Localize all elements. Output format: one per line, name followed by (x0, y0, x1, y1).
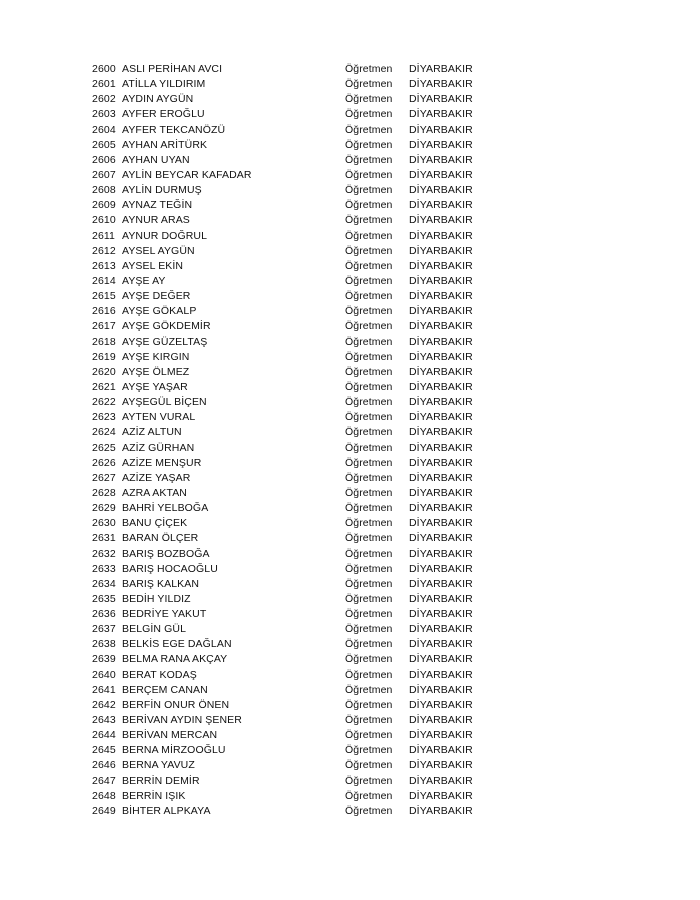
person-name: AYNUR ARAS (122, 214, 190, 227)
person-role: Öğretmen (345, 532, 393, 545)
person-name: AYFER TEKCANÖZÜ (122, 123, 226, 136)
row-number: 2640 (92, 668, 116, 681)
list-item (92, 547, 512, 562)
person-role: Öğretmen (345, 547, 393, 560)
person-name: AYTEN VURAL (122, 411, 196, 424)
person-city: DİYARBAKIR (409, 456, 473, 469)
person-role: Öğretmen (345, 789, 393, 802)
list-item (92, 486, 512, 501)
list-item (92, 213, 512, 228)
person-city: DİYARBAKIR (409, 486, 473, 499)
person-city: DİYARBAKIR (409, 350, 473, 363)
person-role: Öğretmen (345, 305, 393, 318)
row-number: 2648 (92, 789, 116, 802)
row-number: 2613 (92, 259, 116, 272)
person-city: DİYARBAKIR (409, 698, 473, 711)
person-city: DİYARBAKIR (409, 774, 473, 787)
person-role: Öğretmen (345, 365, 393, 378)
person-name: AYŞE ÖLMEZ (122, 365, 190, 378)
person-role: Öğretmen (345, 214, 393, 227)
person-role: Öğretmen (345, 623, 393, 636)
person-role: Öğretmen (345, 320, 393, 333)
list-item (92, 441, 512, 456)
list-item (92, 774, 512, 789)
row-number: 2608 (92, 184, 116, 197)
person-name: AYŞE GÜZELTAŞ (122, 335, 208, 348)
person-role: Öğretmen (345, 123, 393, 136)
row-number: 2630 (92, 517, 116, 530)
person-name: BARIŞ BOZBOĞA (122, 547, 210, 560)
person-name: BERFİN ONUR ÖNEN (122, 698, 230, 711)
list-item (92, 562, 512, 577)
row-number: 2612 (92, 244, 116, 257)
row-number: 2631 (92, 532, 116, 545)
person-name: AZRA AKTAN (122, 486, 187, 499)
person-name: BERRİN IŞIK (122, 789, 186, 802)
person-role: Öğretmen (345, 380, 393, 393)
person-city: DİYARBAKIR (409, 789, 473, 802)
row-number: 2616 (92, 305, 116, 318)
row-number: 2626 (92, 456, 116, 469)
person-city: DİYARBAKIR (409, 108, 473, 121)
person-city: DİYARBAKIR (409, 229, 473, 242)
person-city: DİYARBAKIR (409, 592, 473, 605)
list-item (92, 350, 512, 365)
person-city: DİYARBAKIR (409, 199, 473, 212)
person-city: DİYARBAKIR (409, 138, 473, 151)
person-role: Öğretmen (345, 290, 393, 303)
person-role: Öğretmen (345, 78, 393, 91)
person-name: BEDRİYE YAKUT (122, 608, 207, 621)
person-role: Öğretmen (345, 456, 393, 469)
row-number: 2618 (92, 335, 116, 348)
person-name: AYŞE GÖKDEMİR (122, 320, 211, 333)
person-name: BERNA YAVUZ (122, 759, 195, 772)
person-role: Öğretmen (345, 138, 393, 151)
person-city: DİYARBAKIR (409, 63, 473, 75)
person-name: AYNUR DOĞRUL (122, 229, 208, 242)
person-name: BAHRİ YELBOĞA (122, 502, 209, 515)
person-name: BARAN ÖLÇER (122, 532, 199, 545)
person-role: Öğretmen (345, 153, 393, 166)
list-item (92, 789, 512, 804)
person-role: Öğretmen (345, 486, 393, 499)
person-city: DİYARBAKIR (409, 623, 473, 636)
row-number: 2605 (92, 138, 116, 151)
person-city: DİYARBAKIR (409, 471, 473, 484)
row-number: 2641 (92, 683, 116, 696)
list-item (92, 77, 512, 92)
person-city: DİYARBAKIR (409, 411, 473, 424)
list-item (92, 743, 512, 758)
row-number: 2637 (92, 623, 116, 636)
list-item (92, 168, 512, 183)
list-item (92, 471, 512, 486)
row-number: 2615 (92, 290, 116, 303)
person-city: DİYARBAKIR (409, 653, 473, 666)
person-city: DİYARBAKIR (409, 365, 473, 378)
person-city: DİYARBAKIR (409, 502, 473, 515)
person-city: DİYARBAKIR (409, 214, 473, 227)
person-city: DİYARBAKIR (409, 668, 473, 681)
person-name: AYFER EROĞLU (122, 108, 205, 121)
person-name: AYNAZ TEĞİN (122, 199, 193, 212)
person-role: Öğretmen (345, 502, 393, 515)
list-item (92, 456, 512, 471)
person-name: BARIŞ KALKAN (122, 577, 200, 590)
list-item (92, 683, 512, 698)
row-number: 2600 (92, 63, 116, 75)
list-item (92, 698, 512, 713)
row-number: 2623 (92, 411, 116, 424)
list-item (92, 501, 512, 516)
row-number: 2639 (92, 653, 116, 666)
row-number: 2628 (92, 486, 116, 499)
person-name: AYDIN AYGÜN (122, 93, 194, 106)
person-role: Öğretmen (345, 804, 393, 817)
person-city: DİYARBAKIR (409, 290, 473, 303)
row-number: 2647 (92, 774, 116, 787)
person-role: Öğretmen (345, 426, 393, 439)
row-number: 2627 (92, 471, 116, 484)
list-item (92, 380, 512, 395)
person-name: BERNA MİRZOOĞLU (122, 744, 226, 757)
row-number: 2634 (92, 577, 116, 590)
person-city: DİYARBAKIR (409, 244, 473, 257)
person-name: BERİVAN AYDIN ŞENER (122, 714, 242, 727)
list-item (92, 229, 512, 244)
row-number: 2611 (92, 229, 115, 242)
row-number: 2632 (92, 547, 116, 560)
person-name: BANU ÇİÇEK (122, 517, 188, 530)
person-city: DİYARBAKIR (409, 744, 473, 757)
person-name: ASLI PERİHAN AVCI (122, 63, 223, 75)
person-role: Öğretmen (345, 108, 393, 121)
list-item (92, 804, 512, 819)
person-city: DİYARBAKIR (409, 320, 473, 333)
list-item (92, 622, 512, 637)
person-name: AYŞE KIRGIN (122, 350, 190, 363)
list-item (92, 107, 512, 122)
person-name: AYSEL AYGÜN (122, 244, 195, 257)
person-name: BELKİS EGE DAĞLAN (122, 638, 232, 651)
person-name: BERRİN DEMİR (122, 774, 200, 787)
person-role: Öğretmen (345, 274, 393, 287)
person-name: AYŞE AY (122, 274, 166, 287)
person-role: Öğretmen (345, 199, 393, 212)
person-city: DİYARBAKIR (409, 608, 473, 621)
person-name: AYŞE GÖKALP (122, 305, 197, 318)
person-city: DİYARBAKIR (409, 153, 473, 166)
person-city: DİYARBAKIR (409, 335, 473, 348)
row-number: 2633 (92, 562, 116, 575)
person-role: Öğretmen (345, 774, 393, 787)
person-city: DİYARBAKIR (409, 547, 473, 560)
row-number: 2604 (92, 123, 116, 136)
list-item (92, 713, 512, 728)
person-name: AYLİN DURMUŞ (122, 184, 202, 197)
person-role: Öğretmen (345, 562, 393, 575)
row-number: 2619 (92, 350, 116, 363)
list-item (92, 516, 512, 531)
person-name: BERİVAN MERCAN (122, 729, 218, 742)
row-number: 2625 (92, 441, 116, 454)
row-number: 2622 (92, 396, 116, 409)
row-number: 2609 (92, 199, 116, 212)
row-number: 2624 (92, 426, 116, 439)
person-name: BERÇEM CANAN (122, 683, 208, 696)
list-item (92, 259, 512, 274)
list-item (92, 592, 512, 607)
list-item (92, 335, 512, 350)
person-city: DİYARBAKIR (409, 274, 473, 287)
person-name: AYHAN ARİTÜRK (122, 138, 208, 151)
list-item (92, 123, 512, 138)
person-role: Öğretmen (345, 698, 393, 711)
person-city: DİYARBAKIR (409, 532, 473, 545)
list-item (92, 138, 512, 153)
person-city: DİYARBAKIR (409, 380, 473, 393)
person-role: Öğretmen (345, 63, 393, 75)
person-city: DİYARBAKIR (409, 714, 473, 727)
list-item (92, 153, 512, 168)
row-number: 2643 (92, 714, 116, 727)
list-item (92, 425, 512, 440)
person-role: Öğretmen (345, 350, 393, 363)
list-item (92, 410, 512, 425)
list-item (92, 637, 512, 652)
row-number: 2645 (92, 744, 116, 757)
person-name: AZİZ GÜRHAN (122, 441, 195, 454)
row-number: 2621 (92, 380, 116, 393)
person-city: DİYARBAKIR (409, 78, 473, 91)
list-item (92, 395, 512, 410)
person-role: Öğretmen (345, 653, 393, 666)
person-role: Öğretmen (345, 229, 393, 242)
person-name: BARIŞ HOCAOĞLU (122, 562, 218, 575)
person-city: DİYARBAKIR (409, 804, 473, 817)
person-name: AYŞE DEĞER (122, 290, 191, 303)
person-name: BİHTER ALPKAYA (122, 804, 211, 817)
person-name: AYHAN UYAN (122, 153, 190, 166)
person-role: Öğretmen (345, 411, 393, 424)
person-name: AYSEL EKİN (122, 259, 184, 272)
person-city: DİYARBAKIR (409, 729, 473, 742)
list-item (92, 728, 512, 743)
person-name: AYŞEGÜL BİÇEN (122, 396, 207, 409)
row-number: 2638 (92, 638, 116, 651)
row-number: 2644 (92, 729, 116, 742)
person-city: DİYARBAKIR (409, 638, 473, 651)
person-role: Öğretmen (345, 638, 393, 651)
person-name: BELGİN GÜL (122, 623, 187, 636)
person-role: Öğretmen (345, 668, 393, 681)
list-item (92, 531, 512, 546)
row-number: 2617 (92, 320, 116, 333)
person-city: DİYARBAKIR (409, 577, 473, 590)
row-number: 2620 (92, 365, 116, 378)
list-item (92, 607, 512, 622)
person-city: DİYARBAKIR (409, 259, 473, 272)
row-number: 2636 (92, 608, 116, 621)
list-item (92, 668, 512, 683)
list-item (92, 758, 512, 773)
person-name: BEDİH YILDIZ (122, 592, 191, 605)
row-number: 2602 (92, 93, 116, 106)
person-city: DİYARBAKIR (409, 683, 473, 696)
person-role: Öğretmen (345, 259, 393, 272)
row-number: 2607 (92, 168, 116, 181)
person-city: DİYARBAKIR (409, 168, 473, 181)
person-role: Öğretmen (345, 93, 393, 106)
person-role: Öğretmen (345, 184, 393, 197)
row-number: 2635 (92, 592, 116, 605)
person-role: Öğretmen (345, 683, 393, 696)
person-role: Öğretmen (345, 592, 393, 605)
person-role: Öğretmen (345, 335, 393, 348)
list-item (92, 92, 512, 107)
list-item (92, 319, 512, 334)
row-number: 2601 (92, 78, 116, 91)
person-role: Öğretmen (345, 441, 393, 454)
person-name: AYLİN BEYCAR KAFADAR (122, 168, 252, 181)
list-item (92, 577, 512, 592)
row-number: 2606 (92, 153, 116, 166)
person-role: Öğretmen (345, 244, 393, 257)
row-number: 2646 (92, 759, 116, 772)
person-role: Öğretmen (345, 396, 393, 409)
row-number: 2649 (92, 804, 116, 817)
person-role: Öğretmen (345, 714, 393, 727)
person-role: Öğretmen (345, 471, 393, 484)
person-name: BERAT KODAŞ (122, 668, 197, 681)
person-role: Öğretmen (345, 517, 393, 530)
person-role: Öğretmen (345, 608, 393, 621)
person-role: Öğretmen (345, 577, 393, 590)
person-name: ATİLLA YILDIRIM (122, 78, 206, 91)
person-city: DİYARBAKIR (409, 759, 473, 772)
person-city: DİYARBAKIR (409, 517, 473, 530)
person-name: BELMA RANA AKÇAY (122, 653, 228, 666)
list-item (92, 198, 512, 213)
person-name: AYŞE YAŞAR (122, 380, 188, 393)
person-name: AZİZ ALTUN (122, 426, 182, 439)
list-item (92, 289, 512, 304)
list-item (92, 183, 512, 198)
person-city: DİYARBAKIR (409, 93, 473, 106)
person-city: DİYARBAKIR (409, 396, 473, 409)
person-name: AZİZE MENŞUR (122, 456, 202, 469)
person-role: Öğretmen (345, 729, 393, 742)
person-role: Öğretmen (345, 168, 393, 181)
person-role: Öğretmen (345, 759, 393, 772)
person-city: DİYARBAKIR (409, 426, 473, 439)
row-number: 2642 (92, 698, 116, 711)
name-list (92, 62, 512, 819)
list-item (92, 365, 512, 380)
list-item (92, 652, 512, 667)
list-item (92, 304, 512, 319)
row-number: 2610 (92, 214, 116, 227)
row-number: 2614 (92, 274, 116, 287)
person-city: DİYARBAKIR (409, 184, 473, 197)
person-city: DİYARBAKIR (409, 305, 473, 318)
person-city: DİYARBAKIR (409, 123, 473, 136)
person-city: DİYARBAKIR (409, 441, 473, 454)
person-name: AZİZE YAŞAR (122, 471, 191, 484)
person-city: DİYARBAKIR (409, 562, 473, 575)
list-item (92, 244, 512, 259)
list-item (92, 274, 512, 289)
list-item (92, 62, 512, 77)
person-role: Öğretmen (345, 744, 393, 757)
row-number: 2603 (92, 108, 116, 121)
row-number: 2629 (92, 502, 116, 515)
